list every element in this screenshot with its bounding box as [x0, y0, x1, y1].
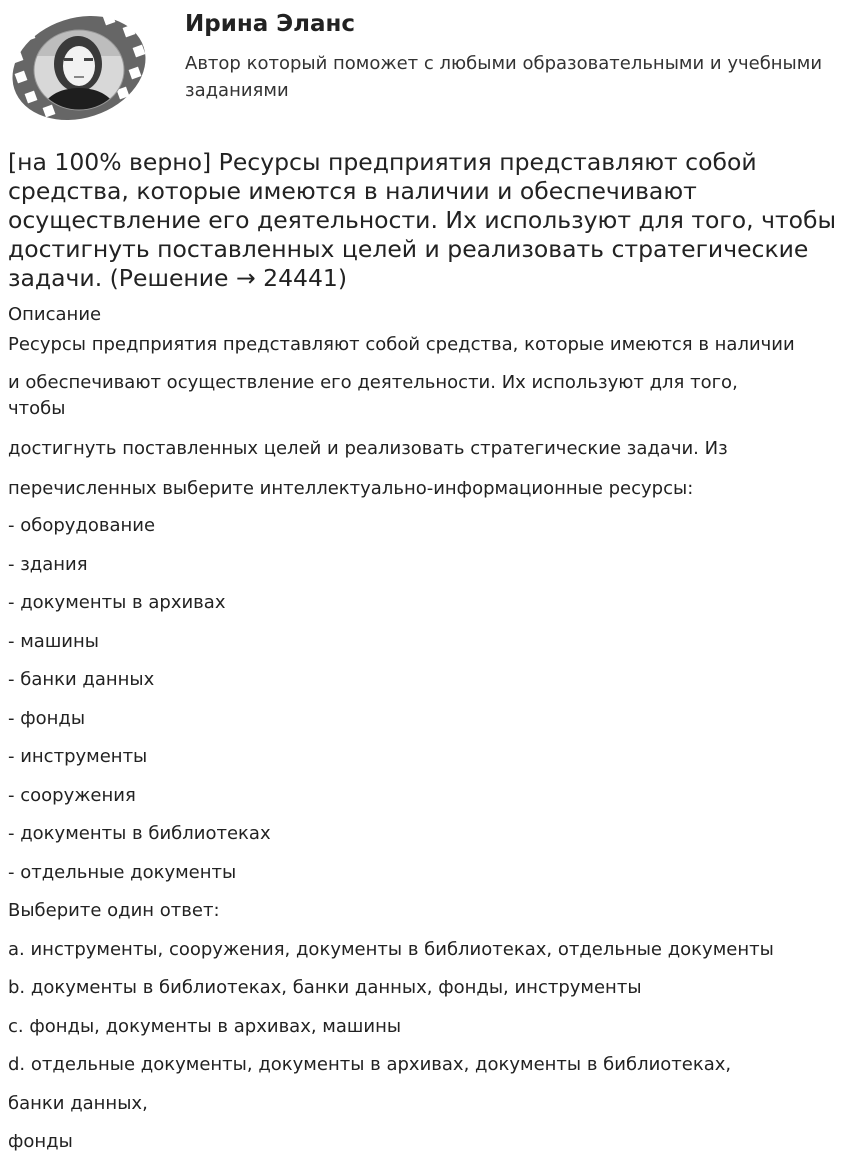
answer-option-b: b. документы в библиотеках, банки данных, фонды, инструменты [8, 977, 642, 998]
answer-option-a: a. инструменты, сооружения, документы в библиотеках, отдельные документы [8, 939, 774, 960]
author-card [0, 0, 847, 140]
list-item: - документы в библиотеках [8, 823, 271, 844]
answer-option-d-cont: банки данных, [8, 1093, 148, 1114]
body-line: перечисленных выберите интеллектуально-информационные ресурсы: [8, 478, 694, 499]
list-item: - фонды [8, 708, 86, 729]
section-label: Описание [8, 304, 102, 325]
film-frame-icon [6, 6, 152, 128]
page-title: [на 100% верно] Ресурсы предприятия представляют собой средства, которые имеются в наличии и обеспечивают осуществление его деятельности. Их используют для того, чтобы достигнуть поставленных целей и реализовать стратегические задачи. (Решение → 24441) [8, 148, 837, 292]
list-item: - машины [8, 631, 99, 652]
list-item: - отдельные документы [8, 862, 237, 883]
body-line: Ресурсы предприятия представляют собой средства, которые имеются в наличии [8, 334, 795, 355]
list-item: - здания [8, 554, 88, 575]
answer-option-d: d. отдельные документы, документы в архивах, документы в библиотеках, [8, 1054, 732, 1075]
list-item: - сооружения [8, 785, 136, 806]
body-line: и обеспечивают осуществление его деятельности. Их используют для того, чтобы [8, 372, 738, 419]
answer-prompt: Выберите один ответ: [8, 900, 220, 921]
list-item: - документы в архивах [8, 592, 226, 613]
author-description: Автор который поможет с любыми образовательными и учебными заданиями [185, 53, 823, 101]
avatar [6, 6, 152, 128]
body-line: достигнуть поставленных целей и реализовать стратегические задачи. Из [8, 438, 728, 459]
list-item: - инструменты [8, 746, 148, 767]
list-item: - оборудование [8, 515, 156, 536]
list-item: - банки данных [8, 669, 155, 690]
author-name: Ирина Эланс [185, 11, 356, 37]
answer-option-c: c. фонды, документы в архивах, машины [8, 1016, 402, 1037]
answer-option-d-cont: фонды [8, 1131, 73, 1152]
